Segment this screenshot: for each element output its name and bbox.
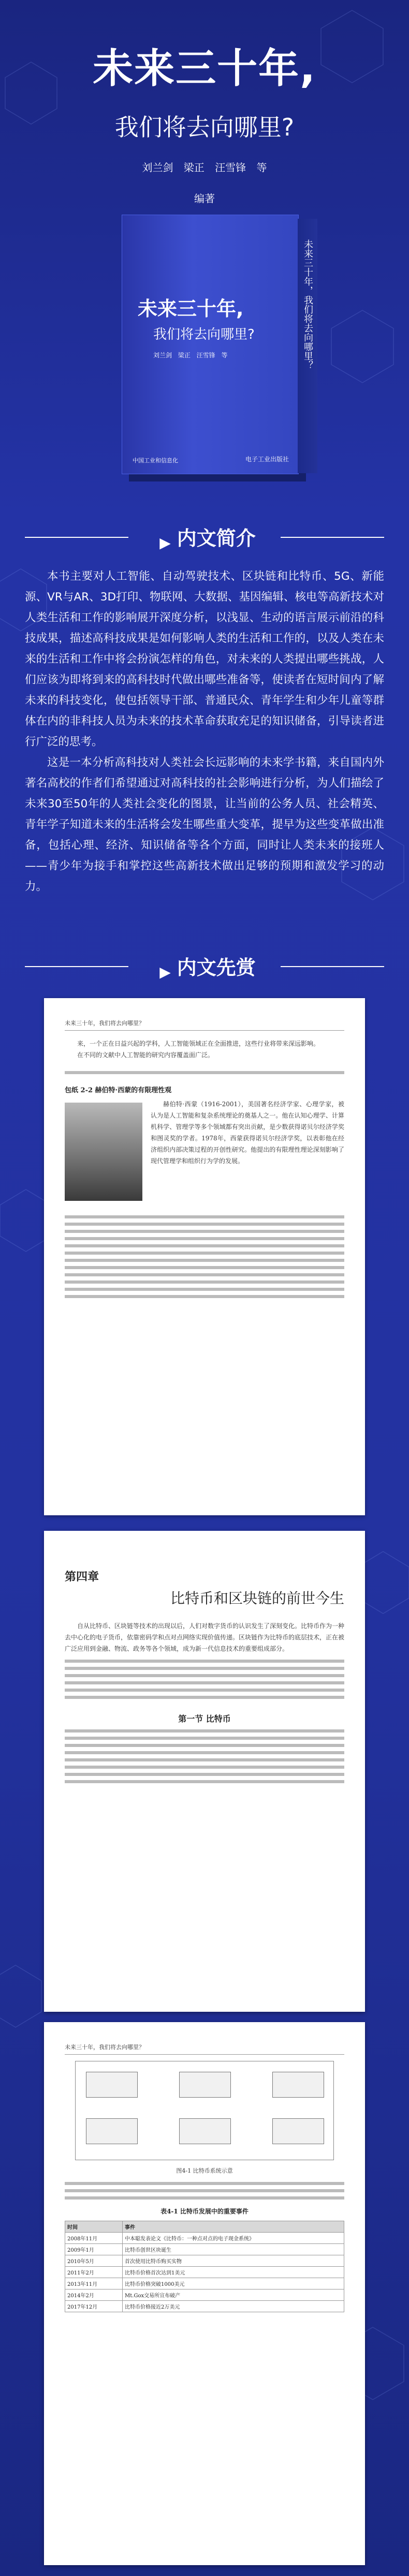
text-line <box>65 1237 344 1240</box>
table-cell: 首次使用比特币购买实物 <box>123 2255 344 2267</box>
cover-authors: 刘兰剑 梁正 汪雪锋 等 <box>142 161 267 174</box>
section-header-intro <box>0 522 409 551</box>
book-publisher: 电子工业出版社 <box>245 456 289 463</box>
text-line <box>65 1751 344 1754</box>
table-row <box>65 2233 344 2244</box>
table-cell: 比特币价格突破1000美元 <box>123 2278 344 2289</box>
header-line-left <box>25 537 128 538</box>
text-line <box>65 2196 344 2200</box>
diagram-node <box>179 2072 231 2098</box>
table-header-cell: 事件 <box>123 2221 344 2233</box>
page-header: 未来三十年，我们将去向哪里？ <box>65 2043 344 2055</box>
page-body-text: 赫伯特·西蒙（1916-2001），美国著名经济学家、心理学家，被认为是人工智能和复杂系统理论的奠基人之一。他在认知心理学、计算机科学、管理学等多个领域都有突出贡献，是少数获得诺贝尔经济学奖和图灵奖的学者。1978年，西蒙获得诺贝尔经济学奖，以表彰他在经济组织内部决策过程的开创性研究。他提出的有限理性理论深刻影响了现代管理学和组织行为学的发展。 <box>151 1101 344 1165</box>
table-cell: 2017年12月 <box>65 2301 123 2312</box>
text-line <box>65 1667 344 1670</box>
table-row <box>65 2267 344 2278</box>
cover-title: 未来三十年, <box>93 46 316 92</box>
book-spine <box>298 219 317 473</box>
text-line <box>65 1773 344 1776</box>
text-line <box>65 1744 344 1747</box>
text-line <box>65 1259 344 1262</box>
table-cell: 比特币价格首次达到1美元 <box>123 2267 344 2278</box>
table-cell: 比特币价格接近2万美元 <box>123 2301 344 2312</box>
play-icon: ▶ <box>159 534 171 551</box>
page-filler <box>65 1660 344 1699</box>
chapter-label: 第四章 <box>65 1570 99 1584</box>
chapter-intro <box>65 1620 344 1654</box>
intro-paragraph: 这是一本分析高科技对人类社会长远影响的未来学书籍，来自国内外著名高校的作者们希望通过对高科技的社会影响进行分析，为人们描绘了未来30至50年的人类社会变化的图景，让当前的公务人员、社会精英、青年学子知道未来的生活将会发生哪些重大变革，提早为这些变革做出准备，包括心理、经济、知识储备等各个方面，同时让人类未来的接班人——青少年为接手和掌控这些高新技术做出足够的预期和激发学习的动力。 <box>25 756 384 893</box>
page-intro <box>65 1038 344 1061</box>
text-line <box>65 1758 344 1761</box>
table-cell: 2014年2月 <box>65 2289 123 2301</box>
page-filler <box>65 1729 344 1783</box>
text-line <box>65 1244 344 1247</box>
page-line: 在不同的文献中人工智能的研究内容覆盖面广泛。 <box>77 1051 214 1059</box>
header-line-left <box>25 966 128 967</box>
table-cell: 2011年2月 <box>65 2267 123 2278</box>
text-line <box>65 1230 344 1233</box>
text-line <box>65 1780 344 1783</box>
text-line <box>65 1689 344 1692</box>
table-cell: 2009年1月 <box>65 2244 123 2255</box>
text-line <box>65 1215 344 1218</box>
book-logo: 中国工业和信息化 <box>133 457 178 464</box>
text-line <box>65 2182 344 2185</box>
diagram-node <box>86 2072 138 2098</box>
page-filler <box>65 2182 344 2200</box>
text-line <box>65 2189 344 2192</box>
intro-paragraph: 本书主要对人工智能、自动驾驶技术、区块链和比特币、5G、新能源、VR与AR、3D打印、物联网、大数据、基因编辑、核电等高新技术对人类生活和工作的影响展开深度分析，以浅显、生动的语言展示前沿的科技成果，描述高科技成果是如何影响人类的生活和工作的，以及人类在未来的生活和工作中将会扮演怎样的角色，对未来的人类提出哪些挑战，人们应该为即将到来的高科技时代做出哪些准备等，使读者在短时间内了解未来的科技变化，使包括领导干部、普通民众、青年学生和少年儿童等群体在内的非科技人员为未来的技术革命获取充足的知识储备，引导读者进行广泛的思考。 <box>25 570 384 748</box>
table-row <box>65 2278 344 2289</box>
book-title: 未来三十年, <box>138 297 244 320</box>
cover-subtitle: 我们将去向哪里? <box>114 113 295 141</box>
table-header-cell: 时间 <box>65 2221 123 2233</box>
table-cell: 比特币创世区块诞生 <box>123 2244 344 2255</box>
book-subtitle: 我们将去向哪里? <box>153 327 255 342</box>
book-authors: 刘兰剑 梁正 汪雪锋 等 <box>153 352 228 359</box>
table-row <box>65 2255 344 2267</box>
chapter-body: 自从比特币、区块链等技术的出现以后，人们对数字货币的认识发生了深刻变化。比特币作为一种去中心化的电子货币，依靠密码学和点对点网络实现价值传递。区块链作为比特币的底层技术，正在被广泛应用到金融、物流、政务等各个领域，成为新一代信息技术的重要组成部分。 <box>65 1622 345 1652</box>
table-cell: 2013年11月 <box>65 2278 123 2289</box>
header-line-right <box>281 966 384 967</box>
text-line <box>65 1681 344 1684</box>
text-line <box>65 1766 344 1769</box>
header-line-right <box>281 537 384 538</box>
text-line <box>65 1295 344 1298</box>
text-line <box>65 1281 344 1284</box>
chapter-title: 比特币和区块链的前世今生 <box>170 1590 344 1607</box>
page-header: 未来三十年，我们将去向哪里？ <box>65 1019 344 1031</box>
table-cell: 2010年5月 <box>65 2255 123 2267</box>
text-line <box>65 1674 344 1677</box>
page-filler <box>65 1215 344 1298</box>
table-cell: 中本聪发表论文《比特币：一种点对点的电子现金系统》 <box>123 2233 344 2244</box>
book-cover <box>122 215 299 474</box>
table-cell: Mt.Gox交易所宣布破产 <box>123 2289 344 2301</box>
book-spine-text: 未来三十年，我们将去向哪里？ <box>302 239 313 370</box>
table-row <box>65 2301 344 2312</box>
text-line <box>65 1729 344 1733</box>
text-line <box>65 1660 344 1663</box>
text-line <box>65 1266 344 1269</box>
preview-page-2 <box>44 1531 365 2012</box>
section-intro-label: 内文简介 <box>177 527 256 550</box>
bitcoin-diagram <box>75 2061 334 2160</box>
preview-page-1 <box>44 998 365 1515</box>
diagram-node <box>86 2118 138 2144</box>
intro-text <box>25 566 384 897</box>
play-icon: ▶ <box>159 963 171 981</box>
text-line <box>65 1273 344 1276</box>
cover-role: 编著 <box>194 192 215 205</box>
diagram-node <box>272 2072 324 2098</box>
text-line <box>65 1288 344 1291</box>
text-line <box>65 1223 344 1226</box>
section-preview-label: 内文先赏 <box>177 956 256 979</box>
box-title: 包纸 2-2 赫伯特·西蒙的有限理性观 <box>65 1087 172 1094</box>
table-cell: 2008年11月 <box>65 2233 123 2244</box>
page-line: 来，一个正在日益兴起的学科，人工智能领域正在全面推进，这些行业将带来深远影响。 <box>77 1040 320 1047</box>
divider <box>65 1071 344 1074</box>
text-line <box>65 1696 344 1699</box>
table-title: 表4-1 比特币发展中的重要事件 <box>160 2208 249 2215</box>
events-table <box>65 2221 344 2312</box>
text-line <box>65 1737 344 1740</box>
text-line <box>65 1252 344 1255</box>
section-title: 第一节 比特币 <box>178 1714 231 1724</box>
portrait-photo <box>65 1103 142 1201</box>
diagram-node <box>179 2118 231 2144</box>
figure-caption: 图4-1 比特币系统示意 <box>176 2167 233 2174</box>
table-row <box>65 2289 344 2301</box>
preview-page-3 <box>44 2022 365 2565</box>
section-header-preview <box>0 952 409 981</box>
diagram-node <box>272 2118 324 2144</box>
table-row <box>65 2244 344 2255</box>
